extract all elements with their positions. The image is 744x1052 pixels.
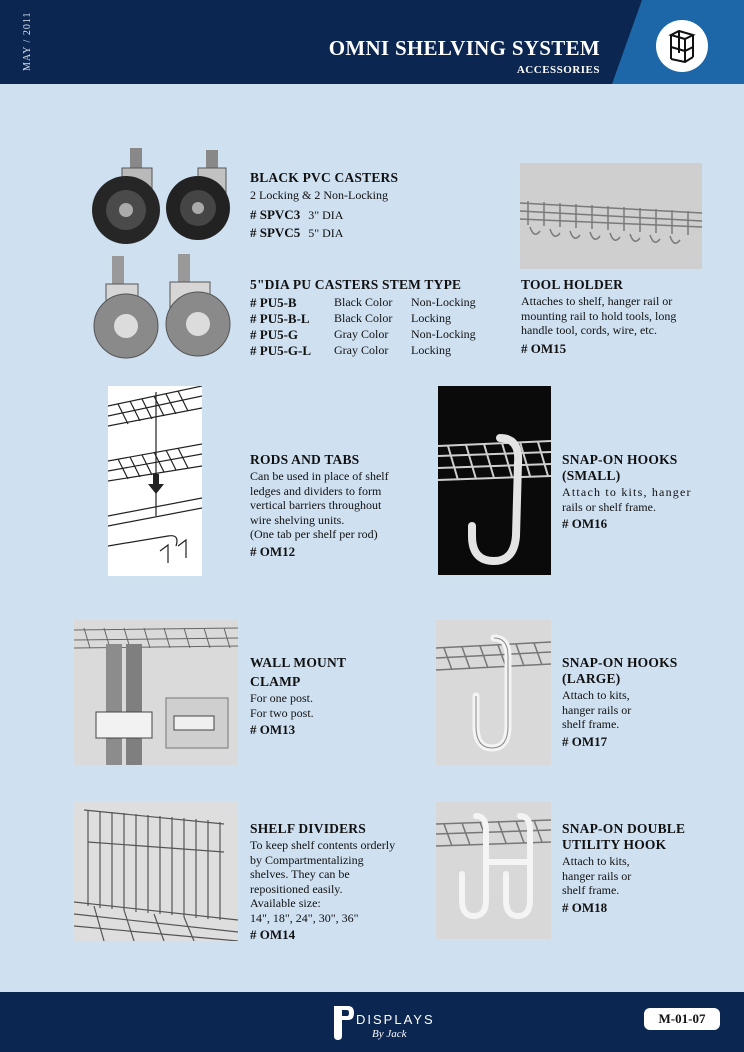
table-row (250, 327, 476, 343)
desc-line: vertical barriers throughout (250, 498, 382, 512)
pu-color: Gray Color (334, 327, 389, 341)
desc-line: For one post. (250, 691, 313, 705)
desc-line: hanger rails or (562, 702, 632, 717)
brand-name: DISPLAYS (356, 1012, 435, 1027)
pu-casters-image (92, 252, 244, 362)
pu-code: # PU5-B (250, 295, 297, 310)
shelf-dividers-code: # OM14 (250, 927, 296, 942)
pu-code: # PU5-B-L (250, 311, 310, 326)
pvc-size: 5" DIA (308, 226, 344, 240)
pvc-casters-list (250, 206, 343, 242)
desc-line: repositioned easily. (250, 881, 343, 896)
desc-line: wire shelving units. (250, 512, 345, 527)
pu-color: Gray Color (334, 343, 389, 357)
title-line: WALL MOUNT (250, 655, 347, 670)
desc-line: Can be used in place of shelf (250, 469, 389, 483)
table-row (250, 295, 476, 311)
desc-line: rails or shelf frame. (562, 499, 656, 514)
desc-line: handle tool, cords, wire, etc. (521, 323, 657, 337)
wall-mount-clamp-title (250, 655, 346, 690)
snap-on-hooks-large-code: # OM17 (562, 734, 608, 749)
pvc-casters-desc: 2 Locking & 2 Non-Locking (250, 188, 388, 202)
snap-on-hooks-large-desc (562, 688, 631, 732)
pvc-code: # SPVC5 (250, 225, 301, 240)
rods-and-tabs-image (108, 386, 202, 576)
desc-line: (One tab per shelf per rod) (250, 527, 378, 541)
snap-on-double-hook-desc (562, 854, 631, 898)
desc-line: mounting rail to hold tools, long (521, 308, 677, 323)
desc-line: To keep shelf contents orderly (250, 838, 396, 852)
pu-type: Locking (411, 311, 451, 325)
page-title: OMNI SHELVING SYSTEM (328, 36, 600, 60)
tool-holder-title: TOOL HOLDER (521, 277, 624, 292)
wall-mount-clamp-desc (250, 691, 314, 720)
pvc-size: 3" DIA (308, 208, 344, 222)
desc-line: shelves. They can be (250, 867, 350, 881)
snap-on-hooks-small-code: # OM16 (562, 516, 608, 531)
snap-on-hooks-large-image (436, 620, 551, 765)
title-line: (LARGE) (562, 671, 621, 686)
desc-line: Attach to kits, hanger (562, 485, 692, 499)
issue-date: MAY / 2011 (22, 12, 33, 72)
title-line: SNAP-ON HOOKS (562, 655, 678, 670)
rods-and-tabs-title: RODS AND TABS (250, 452, 360, 467)
tool-holder-desc (521, 294, 711, 338)
snap-on-double-hook-image (436, 802, 551, 939)
pu-type: Locking (411, 343, 451, 357)
desc-line: shelf frame. (562, 717, 620, 731)
snap-on-hooks-large-title (562, 655, 678, 687)
page-subtitle: ACCESSORIES (516, 64, 600, 76)
wall-mount-clamp-code: # OM13 (250, 722, 296, 737)
pvc-casters-title: BLACK PVC CASTERS (250, 170, 399, 185)
page-number: M-01-07 (644, 1008, 720, 1030)
title-line: CLAMP (250, 674, 301, 689)
header-accent-stripe (612, 0, 642, 84)
desc-line: Available size: (250, 896, 321, 910)
title-line: SNAP-ON HOOKS (562, 452, 678, 467)
desc-line: ledges and dividers to form (250, 483, 382, 498)
pu-code: # PU5-G-L (250, 343, 312, 358)
snap-on-hooks-small-image (438, 386, 551, 575)
table-row (250, 311, 476, 327)
desc-line: For two post. (250, 705, 314, 720)
pu-color: Black Color (334, 311, 393, 325)
shelf-dividers-image (74, 802, 238, 941)
title-line: SNAP-ON DOUBLE (562, 821, 686, 836)
rods-and-tabs-desc (250, 469, 430, 542)
brand-tagline: By Jack (372, 1028, 407, 1040)
rods-and-tabs-code: # OM12 (250, 544, 296, 559)
pu-casters-title: 5"DIA PU CASTERS STEM TYPE (250, 277, 462, 292)
pu-color: Black Color (334, 295, 393, 309)
shelf-dividers-title: SHELF DIVIDERS (250, 821, 366, 836)
black-pvc-casters-image (84, 140, 242, 248)
title-line: UTILITY HOOK (562, 837, 667, 852)
desc-line: Attaches to shelf, hanger rail or (521, 294, 673, 308)
table-row (250, 343, 476, 359)
shelf-unit-icon (656, 20, 708, 72)
pu-code: # PU5-G (250, 327, 299, 342)
desc-line: 14", 18", 24", 30", 36" (250, 910, 359, 925)
title-line: (SMALL) (562, 468, 621, 483)
desc-line: Attach to kits, (562, 854, 630, 868)
pu-type: Non-Locking (411, 295, 476, 309)
desc-line: by Compartmentalizing (250, 852, 364, 867)
shelf-dividers-desc (250, 838, 430, 925)
snap-on-double-hook-title (562, 821, 685, 853)
desc-line: hanger rails or (562, 868, 632, 883)
desc-line: Attach to kits, (562, 688, 630, 702)
snap-on-hooks-small-title (562, 452, 678, 484)
desc-line: shelf frame. (562, 883, 620, 897)
pvc-code: # SPVC3 (250, 207, 301, 222)
brand-logo-icon (330, 1002, 354, 1042)
tool-holder-image (520, 163, 702, 269)
snap-on-hooks-small-desc (562, 485, 692, 514)
snap-on-double-hook-code: # OM18 (562, 900, 608, 915)
tool-holder-code: # OM15 (521, 341, 567, 356)
wall-mount-clamp-image (74, 620, 238, 765)
pu-casters-table (250, 295, 476, 359)
pu-type: Non-Locking (411, 327, 476, 341)
